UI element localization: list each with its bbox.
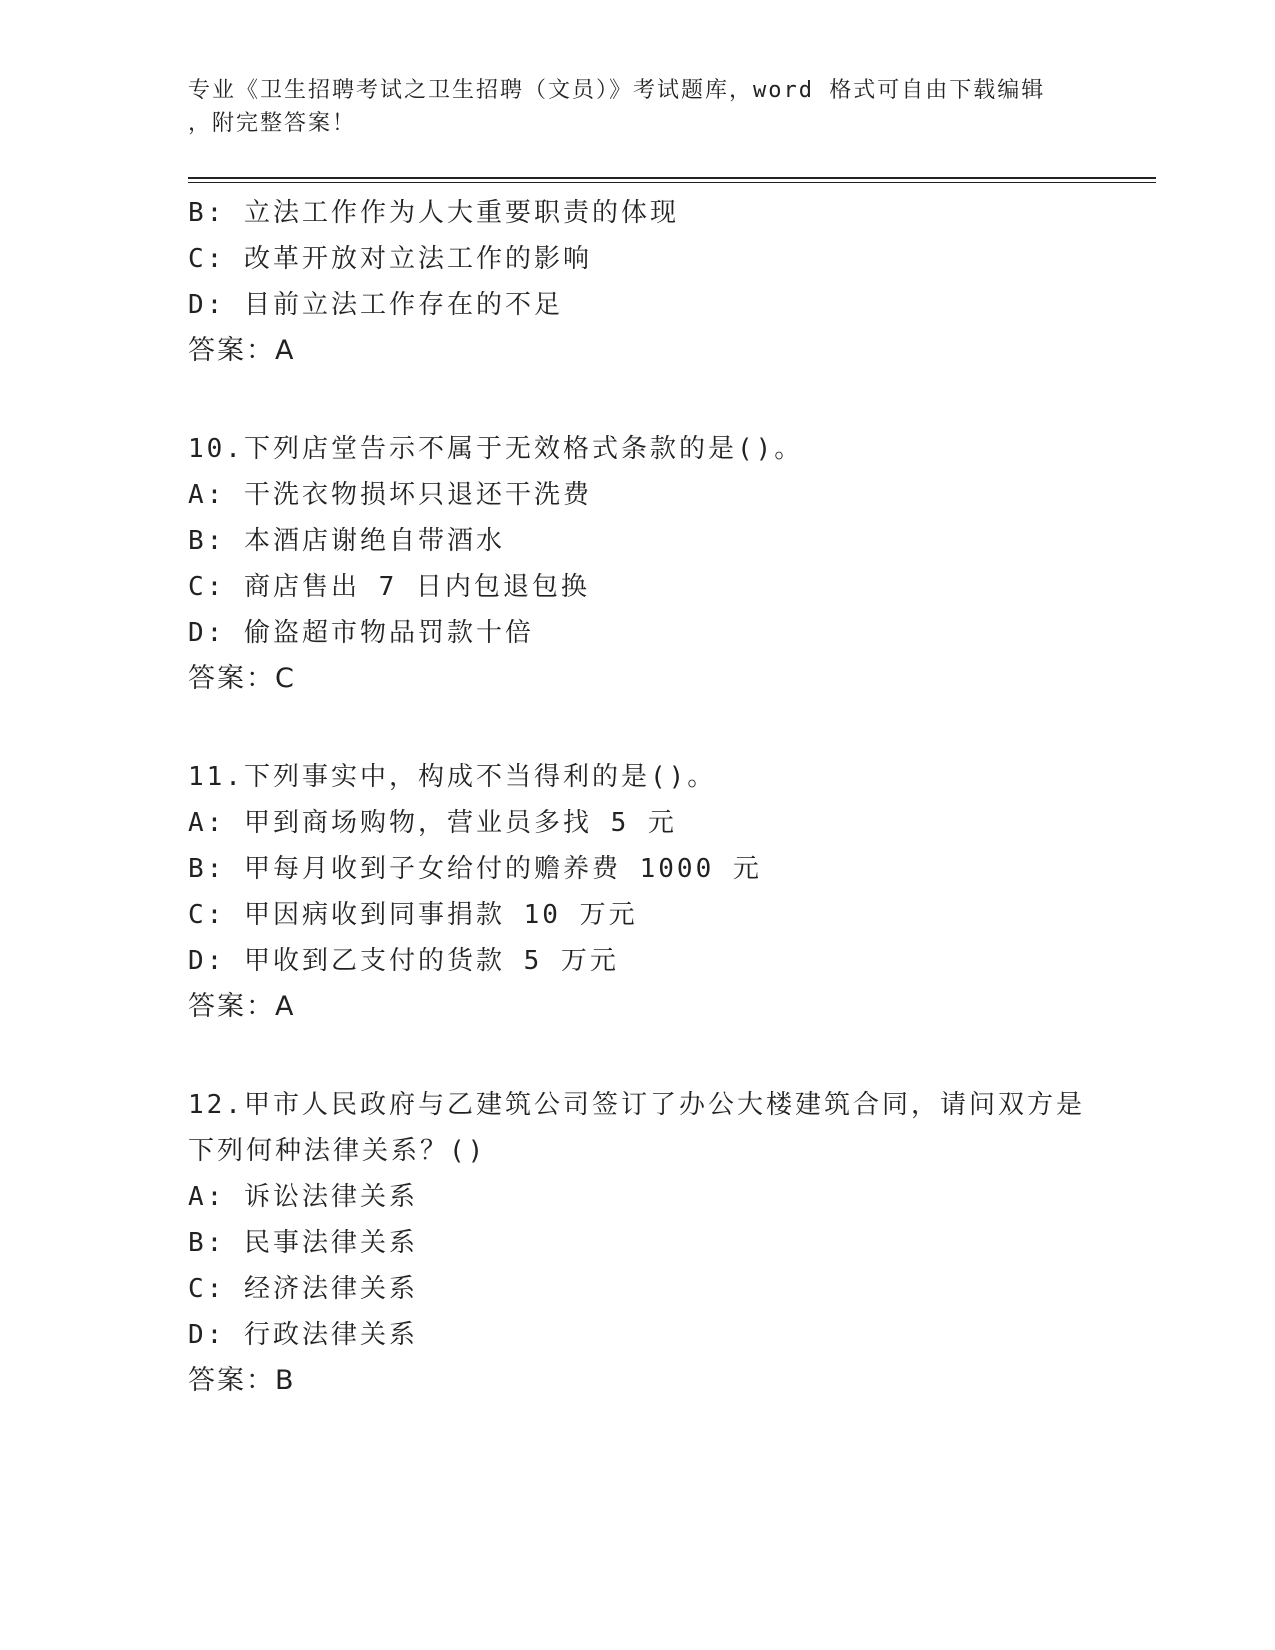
option-b: B: 民事法律关系 bbox=[188, 1228, 418, 1258]
option-a: A: 甲到商场购物，营业员多找 5 元 bbox=[188, 808, 677, 838]
answer-label: 答案：C bbox=[188, 663, 296, 694]
question-stem: 10.下列店堂告示不属于无效格式条款的是()。 bbox=[188, 434, 804, 464]
question-stem: 11.下列事实中，构成不当得利的是()。 bbox=[188, 762, 717, 792]
option-c: C: 改革开放对立法工作的影响 bbox=[188, 244, 592, 274]
question-11 bbox=[188, 754, 1148, 1030]
header-line-1: 专业《卫生招聘考试之卫生招聘（文员）》考试题库，word 格式可自由下载编辑 bbox=[188, 78, 1046, 103]
option-d: D: 甲收到乙支付的货款 5 万元 bbox=[188, 946, 619, 976]
option-c: C: 商店售出 7 日内包退包换 bbox=[188, 572, 590, 602]
answer-label: 答案：A bbox=[188, 991, 296, 1022]
question-stem: 12.甲市人民政府与乙建筑公司签订了办公大楼建筑合同，请问双方是 bbox=[188, 1090, 1085, 1120]
spacer bbox=[188, 702, 1148, 754]
option-d: D: 偷盗超市物品罚款十倍 bbox=[188, 618, 534, 648]
option-b: B: 立法工作作为人大重要职责的体现 bbox=[188, 198, 679, 228]
question-9-continued bbox=[188, 190, 1148, 374]
option-b: B: 本酒店谢绝自带酒水 bbox=[188, 526, 505, 556]
header-divider-thick bbox=[188, 177, 1156, 179]
option-d: D: 目前立法工作存在的不足 bbox=[188, 290, 563, 320]
answer-label: 答案：A bbox=[188, 335, 296, 366]
option-a: A: 干洗衣物损坏只退还干洗费 bbox=[188, 480, 592, 510]
header-divider-thin bbox=[188, 182, 1156, 183]
option-b: B: 甲每月收到子女给付的赡养费 1000 元 bbox=[188, 854, 762, 884]
option-c: C: 经济法律关系 bbox=[188, 1274, 418, 1304]
option-a: A: 诉讼法律关系 bbox=[188, 1182, 418, 1212]
header-line-2: ，附完整答案！ bbox=[188, 111, 357, 136]
question-10 bbox=[188, 426, 1148, 702]
spacer bbox=[188, 374, 1148, 426]
document-header bbox=[188, 74, 1068, 140]
question-list bbox=[188, 190, 1148, 1404]
answer-label: 答案：B bbox=[188, 1365, 296, 1396]
question-stem-continued: 下列何种法律关系？() bbox=[188, 1136, 487, 1166]
option-c: C: 甲因病收到同事捐款 10 万元 bbox=[188, 900, 638, 930]
question-12 bbox=[188, 1082, 1148, 1404]
option-d: D: 行政法律关系 bbox=[188, 1320, 418, 1350]
spacer bbox=[188, 1030, 1148, 1082]
